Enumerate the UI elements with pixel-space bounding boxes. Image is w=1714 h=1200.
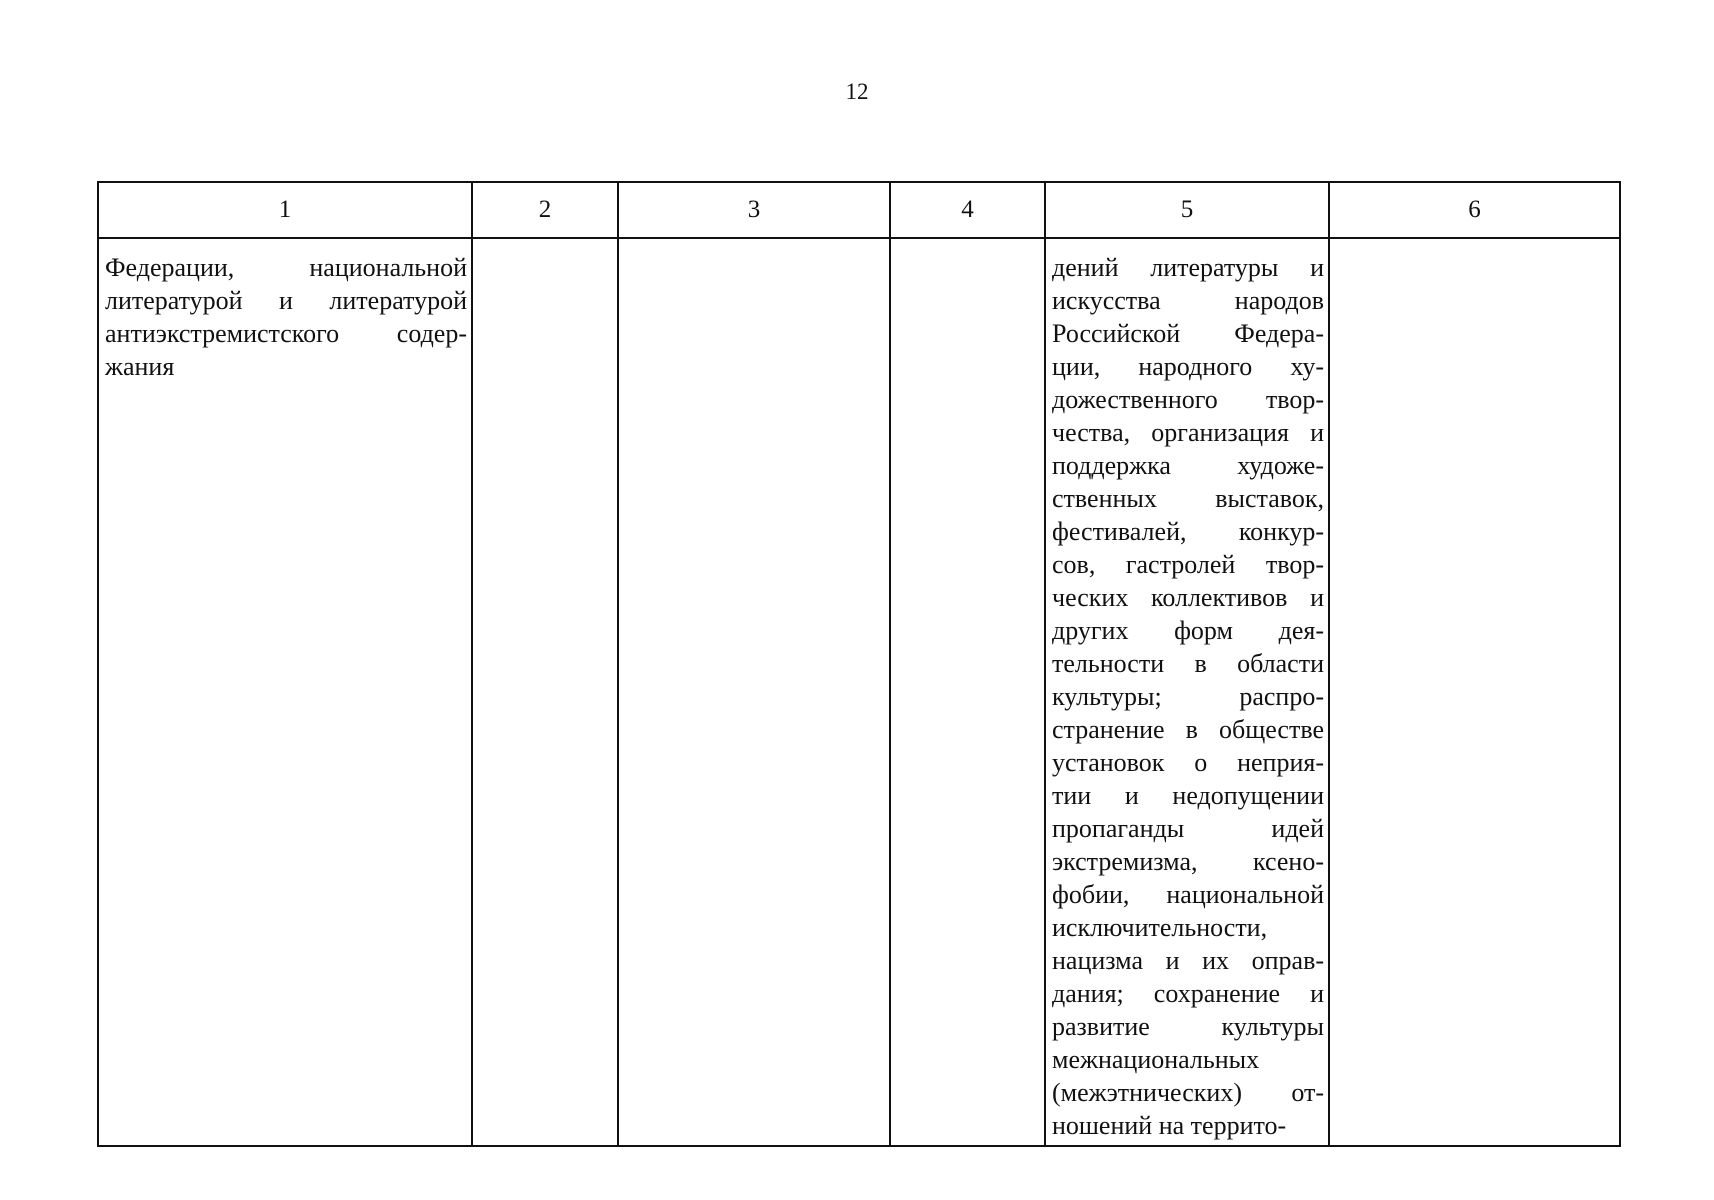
text-line: тии и недопущении	[1052, 781, 1324, 810]
document-table	[97, 181, 1621, 1147]
text-line: (межэтнических) от-	[1052, 1078, 1324, 1107]
column-header-2: 2	[472, 182, 618, 238]
text-line: жания	[105, 352, 175, 381]
column-header-6: 6	[1329, 182, 1620, 238]
text-line: фестивалей, конкур-	[1052, 517, 1324, 546]
text-line: литературой и литературой	[105, 286, 467, 315]
text-line: дожественного твор-	[1052, 385, 1324, 414]
cell-col-4	[890, 238, 1045, 1146]
text-line: установок о неприя-	[1052, 748, 1324, 777]
table-row	[98, 238, 1620, 1146]
text-line: искусства народов	[1052, 286, 1324, 315]
cell-col-6	[1329, 238, 1620, 1146]
table-header-row	[98, 182, 1620, 238]
text-line: дания; сохранение и	[1052, 979, 1324, 1008]
text-line: антиэкстремистского содер-	[105, 319, 467, 348]
text-line: экстремизма, ксено-	[1052, 847, 1324, 876]
column-header-3: 3	[618, 182, 890, 238]
text-line: чества, организация и	[1052, 418, 1324, 447]
text-line: других форм дея-	[1052, 616, 1324, 645]
text-line: поддержка художе-	[1052, 451, 1324, 480]
text-line: тельности в области	[1052, 649, 1324, 678]
text-line: фобии, национальной	[1052, 880, 1324, 909]
column-header-1: 1	[98, 182, 472, 238]
cell-col-1-text	[99, 239, 471, 383]
column-header-5: 5	[1045, 182, 1329, 238]
text-line: исключительности,	[1052, 913, 1268, 942]
cell-col-5	[1045, 238, 1329, 1146]
text-line: пропаганды идей	[1052, 814, 1324, 843]
text-line: нацизма и их оправ-	[1052, 946, 1324, 975]
column-header-4: 4	[890, 182, 1045, 238]
text-line: дений литературы и	[1052, 253, 1324, 282]
cell-col-5-text	[1046, 239, 1328, 1142]
text-line: ческих коллективов и	[1052, 583, 1324, 612]
text-line: Российской Федера-	[1052, 319, 1324, 348]
text-line: ции, народного ху-	[1052, 352, 1324, 381]
text-line: Федерации, национальной	[105, 253, 467, 282]
text-line: ственных выставок,	[1052, 484, 1324, 513]
cell-col-2	[472, 238, 618, 1146]
text-line: сов, гастролей твор-	[1052, 550, 1324, 579]
text-line: развитие культуры	[1052, 1012, 1324, 1041]
text-line: культуры; распро-	[1052, 682, 1324, 711]
cell-col-3	[618, 238, 890, 1146]
cell-col-1	[98, 238, 472, 1146]
page-number: 12	[845, 79, 869, 104]
text-line: межнациональных	[1052, 1045, 1260, 1074]
text-line: странение в обществе	[1052, 715, 1324, 744]
text-line: ношений на террито-	[1052, 1111, 1287, 1140]
